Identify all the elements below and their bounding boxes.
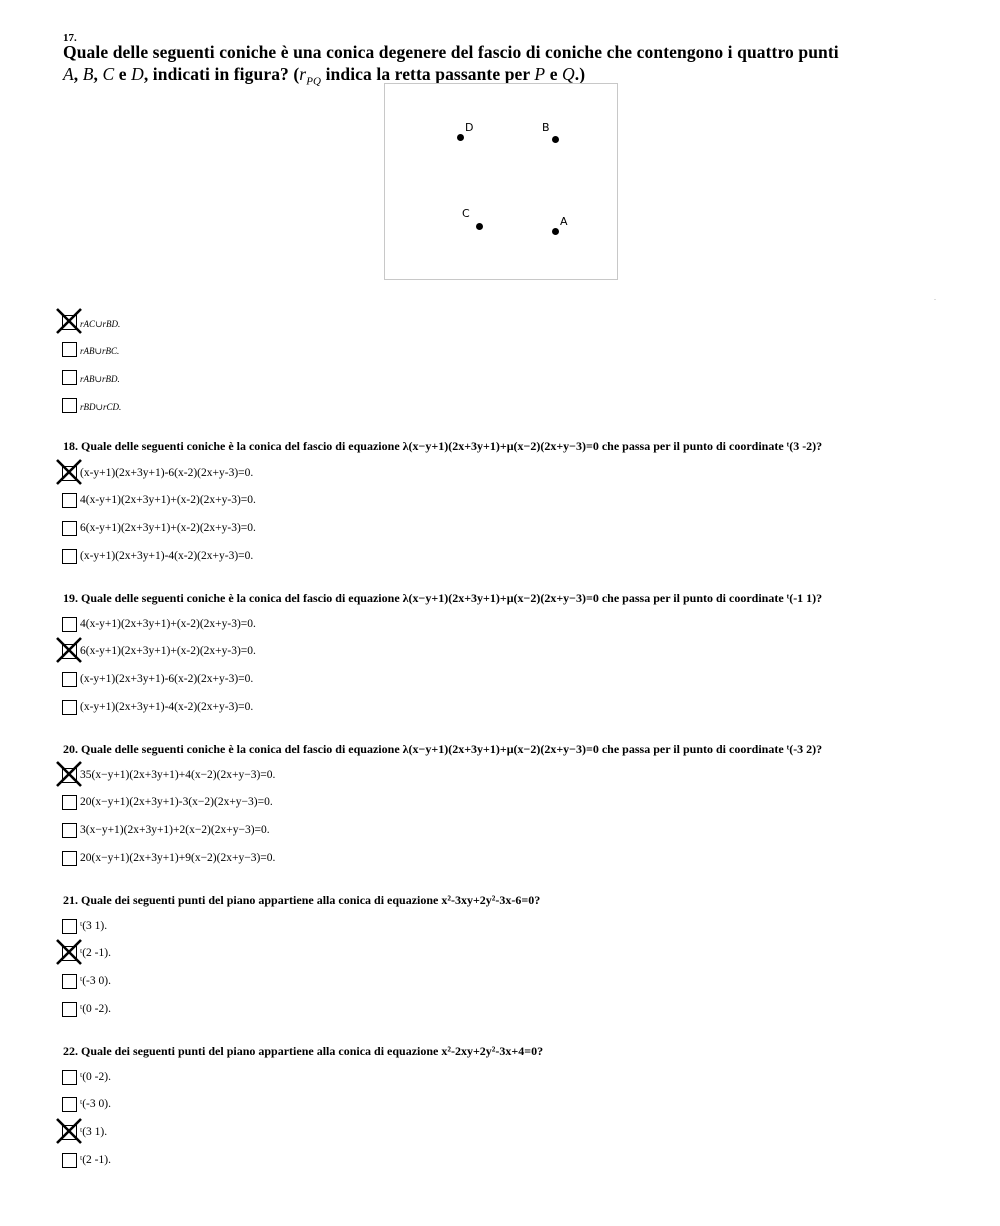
option-text: ᵗ(-3 0). — [80, 975, 111, 987]
point-label-a: A — [560, 215, 568, 228]
option-text: rAB∪rBD. — [80, 374, 120, 384]
answer-checkbox[interactable] — [62, 493, 77, 508]
point-c — [476, 223, 483, 230]
answer-checkbox[interactable] — [62, 795, 77, 810]
option-text: (x-y+1)(2x+3y+1)-6(x-2)(2x+y-3)=0. — [80, 467, 254, 479]
question-17-number: 17. — [63, 32, 77, 44]
answer-checkbox[interactable] — [62, 823, 77, 838]
option-text: rBD∪rCD. — [80, 402, 122, 412]
points-figure — [384, 83, 618, 280]
option-text: (x-y+1)(2x+3y+1)-4(x-2)(2x+y-3)=0. — [80, 550, 254, 562]
option-text: ᵗ(3 1). — [80, 1126, 108, 1138]
option-text: 6(x-y+1)(2x+3y+1)+(x-2)(2x+y-3)=0. — [80, 522, 256, 534]
answer-checkbox[interactable] — [62, 1097, 77, 1112]
question-21-title: 21. Quale dei seguenti punti del piano appartiene alla conica di equazione x²-3xy+2y²-3x-6=0? — [63, 893, 541, 907]
question-17-line2: A, B, C e D, indicati in figura? ($r_{PQ}$ indica la retta passante per P e Q.) — [63, 64, 586, 88]
point-label-b: B — [542, 121, 550, 134]
point-d — [457, 134, 464, 141]
option-text: ᵗ(2 -1). — [80, 947, 111, 959]
answer-checkbox[interactable] — [62, 1070, 77, 1085]
option-text: 20(x−y+1)(2x+3y+1)-3(x−2)(2x+y−3)=0. — [80, 796, 273, 808]
option-text: 6(x-y+1)(2x+3y+1)+(x-2)(2x+y-3)=0. — [80, 645, 256, 657]
answer-checkbox[interactable] — [62, 1153, 77, 1168]
answer-checkbox[interactable] — [62, 521, 77, 536]
answer-checkbox[interactable] — [62, 398, 77, 413]
option-text: (x-y+1)(2x+3y+1)-6(x-2)(2x+y-3)=0. — [80, 673, 254, 685]
answer-checkbox[interactable] — [62, 1002, 77, 1017]
answer-checkbox[interactable] — [62, 700, 77, 715]
option-text: ᵗ(-3 0). — [80, 1098, 111, 1110]
option-text: rAC∪rBD. — [80, 319, 121, 329]
option-text: 4(x-y+1)(2x+3y+1)+(x-2)(2x+y-3)=0. — [80, 618, 256, 630]
option-text: (x-y+1)(2x+3y+1)-4(x-2)(2x+y-3)=0. — [80, 701, 254, 713]
option-text: ᵗ(0 -2). — [80, 1071, 111, 1083]
point-label-c: C — [462, 207, 470, 220]
answer-checkbox[interactable] — [62, 342, 77, 357]
question-17-line1: Quale delle seguenti coniche è una conica degenere del fascio di coniche che contengono i quattro punti — [63, 42, 839, 62]
option-text: ᵗ(0 -2). — [80, 1003, 111, 1015]
question-19-title: 19. Quale delle seguenti coniche è la conica del fascio di equazione λ(x−y+1)(2x+3y+1)+μ(x−2)(2x+y−3)=0 che passa per il punto di coordinate ᵗ(-1 1)? — [63, 591, 823, 605]
option-text: 35(x−y+1)(2x+3y+1)+4(x−2)(2x+y−3)=0. — [80, 769, 276, 781]
option-text: rAB∪rBC. — [80, 346, 120, 356]
answer-checkbox[interactable] — [62, 919, 77, 934]
question-20-title: 20. Quale delle seguenti coniche è la conica del fascio di equazione λ(x−y+1)(2x+3y+1)+μ(x−2)(2x+y−3)=0 che passa per il punto di coordinate ᵗ(-3 2)? — [63, 742, 823, 756]
answer-checkbox[interactable] — [62, 370, 77, 385]
option-text: 4(x-y+1)(2x+3y+1)+(x-2)(2x+y-3)=0. — [80, 494, 256, 506]
scan-speck — [934, 299, 936, 300]
option-text: ᵗ(3 1). — [80, 920, 108, 932]
option-text: 20(x−y+1)(2x+3y+1)+9(x−2)(2x+y−3)=0. — [80, 852, 276, 864]
answer-checkbox[interactable] — [62, 851, 77, 866]
point-b — [552, 136, 559, 143]
answer-checkbox[interactable] — [62, 617, 77, 632]
answer-checkbox[interactable] — [62, 974, 77, 989]
answer-checkbox[interactable] — [62, 549, 77, 564]
answer-checkbox[interactable] — [62, 672, 77, 687]
question-22-title: 22. Quale dei seguenti punti del piano appartiene alla conica di equazione x²-2xy+2y²-3x+4=0? — [63, 1044, 544, 1058]
point-a — [552, 228, 559, 235]
question-18-title: 18. Quale delle seguenti coniche è la conica del fascio di equazione λ(x−y+1)(2x+3y+1)+μ(x−2)(2x+y−3)=0 che passa per il punto di coordinate ᵗ(3 -2)? — [63, 439, 823, 453]
option-text: 3(x−y+1)(2x+3y+1)+2(x−2)(2x+y−3)=0. — [80, 824, 270, 836]
option-text: ᵗ(2 -1). — [80, 1154, 111, 1166]
point-label-d: D — [465, 121, 474, 134]
